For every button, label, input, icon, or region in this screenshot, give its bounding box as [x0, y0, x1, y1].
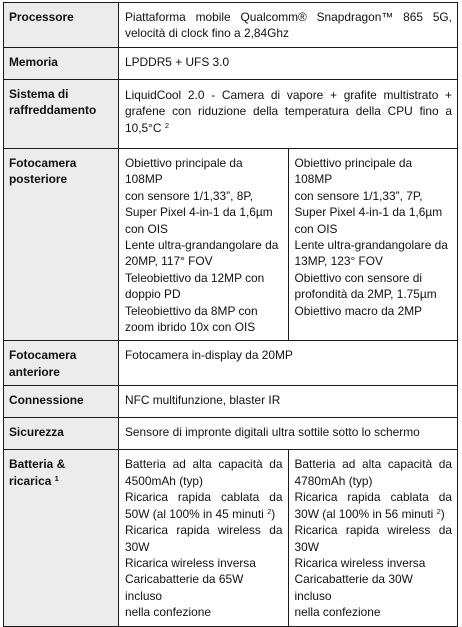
batt-right-line4-text: 30W (al 100% in 56 minuti: [294, 506, 434, 521]
rear-right-line: con sensore 1/1,33”, 7P,: [294, 188, 423, 203]
batt-right-line: Ricarica rapida wireless da: [294, 523, 452, 538]
rear-left-line: 20MP, 117° FOV: [125, 254, 213, 269]
value-rear-camera-left: [119, 149, 289, 341]
batt-right-line: Caricabatterie da 30W incluso: [294, 572, 413, 603]
value-battery-right: [288, 450, 458, 626]
row-memory: [4, 48, 458, 80]
batt-left-line4-text: 50W (al 100% in 45 minuti: [125, 506, 264, 521]
label-front-camera-line1: Fotocamera: [9, 348, 77, 363]
label-cooling-line2: raffreddamento: [9, 103, 97, 118]
batt-right-line: 4780mAh (typ): [294, 473, 373, 488]
value-front-camera: [119, 341, 458, 386]
batt-left-line: 4500mAh (typ): [125, 473, 203, 488]
rear-left-line: Teleobiettivo da 12MP con: [125, 270, 265, 285]
batt-right-line: 30W: [294, 539, 319, 554]
batt-left-line: Batteria ad alta capacità da: [125, 457, 283, 472]
batt-left-line: 30W: [125, 539, 150, 554]
value-cooling: [119, 80, 458, 149]
batt-left-line4-end: ): [271, 506, 276, 521]
rear-left-line: con sensore 1/1,33”, 8P,: [125, 188, 254, 203]
label-memory-text: Memoria: [9, 55, 58, 69]
label-processor: [4, 3, 119, 48]
rear-right-line: Obiettivo macro da 2MP: [294, 303, 423, 318]
value-front-camera-text: Fotocamera in-display da 20MP: [125, 348, 293, 363]
footnote-ref: 2: [436, 506, 441, 516]
label-battery-line1: Batteria &: [9, 457, 66, 472]
row-rear-camera: [4, 149, 458, 341]
value-security: [119, 418, 458, 450]
value-cooling-line3-text: 10,5°C: [125, 120, 162, 135]
rear-left-line: con OIS: [125, 221, 168, 236]
value-security-text: Sensore di impronte digitali ultra sottile sotto lo schermo: [125, 425, 420, 440]
value-battery-left: [119, 450, 289, 626]
label-connectivity: [4, 386, 119, 418]
rear-left-line: Lente ultra-grandangolare da: [125, 238, 279, 253]
rear-right-line: Obiettivo con sensore di: [294, 270, 423, 285]
row-battery: [4, 450, 458, 626]
value-cooling-line2: grafene con riduzione della temperatura della CPU fino a: [125, 104, 452, 119]
rear-right-line: Lente ultra-grandangolare da: [294, 238, 448, 253]
label-battery-line2: [9, 473, 113, 489]
row-security: [4, 418, 458, 450]
label-cooling: [4, 80, 119, 149]
label-battery: [4, 450, 119, 626]
value-cooling-line3: [125, 120, 452, 136]
rear-left-line: doppio PD: [125, 287, 181, 302]
batt-left-line: [125, 506, 283, 522]
row-front-camera: [4, 341, 458, 386]
batt-right-line: [295, 506, 453, 522]
value-processor-line1: Piattaforma mobile Qualcomm® Snapdragon™ 865 5G,: [125, 10, 452, 24]
rear-right-line: profondità da 2MP, 1.75µm: [294, 287, 437, 302]
rear-right-line: Super Pixel 4-in-1 da 1,6µm: [294, 205, 443, 220]
value-cooling-line1: LiquidCool 2.0 - Camera di vapore + grafite multistrato +: [125, 88, 452, 102]
footnote-ref: 2: [267, 506, 272, 516]
row-connectivity: [4, 386, 458, 418]
rear-right-line: Obiettivo principale da 108MP: [294, 156, 413, 187]
spec-table: [3, 2, 458, 627]
label-security: [4, 418, 119, 450]
batt-right-line: nella confezione: [294, 605, 381, 620]
batt-left-line: Ricarica rapida cablata da: [125, 490, 283, 505]
value-memory: [119, 48, 458, 80]
rear-right-line: con OIS: [294, 221, 338, 236]
batt-right-line: Ricarica wireless inversa: [294, 555, 426, 570]
label-front-camera-line2: anteriore: [9, 364, 60, 379]
rear-left-line: Teleobiettivo da 8MP con: [125, 303, 258, 318]
label-processor-text: Processore: [9, 10, 74, 24]
rear-left-line: zoom ibrido 10x con OIS: [125, 320, 256, 335]
value-processor: [119, 3, 458, 48]
label-memory: [4, 48, 119, 80]
label-front-camera: [4, 341, 119, 386]
row-processor: [4, 3, 458, 48]
label-rear-camera-line1: Fotocamera: [9, 156, 77, 170]
batt-right-line: Batteria ad alta capacità da: [294, 457, 452, 472]
row-cooling: [4, 80, 458, 149]
footnote-ref: 2: [164, 120, 169, 130]
label-security-text: Sicurezza: [9, 425, 64, 440]
label-battery-line2-text: ricarica: [9, 473, 52, 488]
label-rear-camera-line2: posteriore: [9, 172, 68, 187]
batt-right-line4-end: ): [440, 506, 445, 521]
batt-right-line: Ricarica rapida cablata da: [294, 490, 452, 505]
batt-left-line: Ricarica wireless inversa: [125, 555, 256, 570]
label-rear-camera: [4, 149, 119, 341]
label-connectivity-text: Connessione: [9, 393, 84, 408]
batt-left-line: Ricarica rapida wireless da: [125, 523, 283, 538]
value-processor-line2: velocità di clock fino a 2,84Ghz: [125, 26, 289, 41]
rear-left-line: Obiettivo principale da 108MP: [125, 156, 243, 187]
value-rear-camera-right: [288, 149, 458, 341]
value-connectivity: [119, 386, 458, 418]
batt-left-line: nella confezione: [125, 605, 211, 620]
value-memory-text: LPDDR5 + UFS 3.0: [125, 55, 230, 69]
rear-right-line: 13MP, 123° FOV: [294, 254, 383, 269]
value-connectivity-text: NFC multifunzione, blaster IR: [125, 393, 281, 408]
rear-left-line: Super Pixel 4-in-1 da 1,6µm: [125, 205, 273, 220]
footnote-ref: 1: [54, 473, 59, 483]
batt-left-line: Caricabatterie da 65W incluso: [125, 572, 244, 603]
label-cooling-line1: Sistema di: [9, 87, 69, 101]
